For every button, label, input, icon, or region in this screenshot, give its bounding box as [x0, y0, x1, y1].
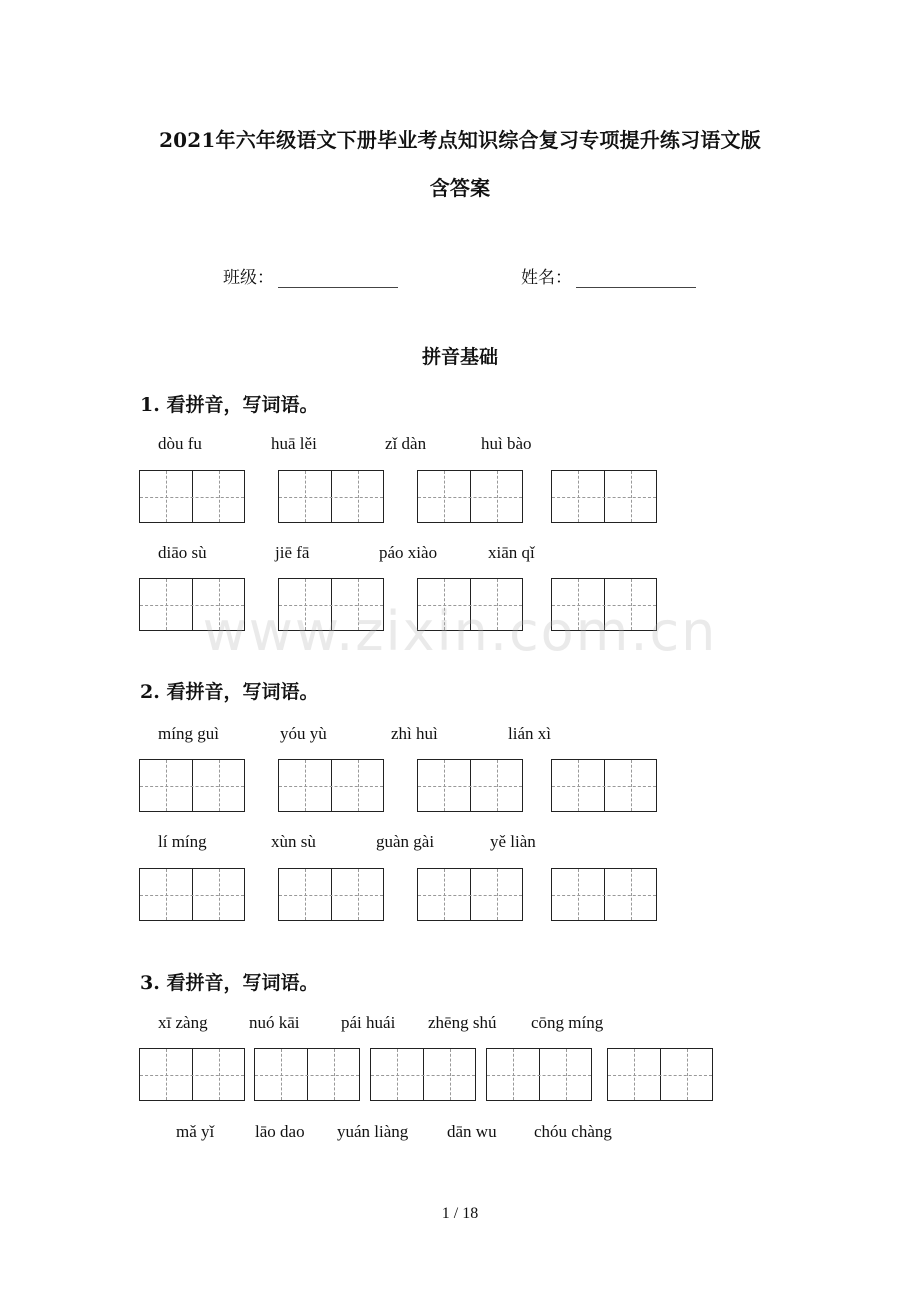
- writing-grid-box[interactable]: [417, 759, 523, 812]
- pinyin-label: dòu fu: [158, 434, 202, 453]
- class-blank-line: [278, 269, 398, 288]
- name-field: [521, 263, 696, 288]
- pinyin-label: pái huái: [341, 1013, 396, 1032]
- pinyin-label: cōng míng: [531, 1013, 604, 1032]
- page-number: 1 / 18: [441, 1205, 479, 1222]
- pinyin-label: lí míng: [158, 832, 207, 851]
- writing-grid-box[interactable]: [278, 868, 384, 921]
- pinyin-label: nuó kāi: [249, 1013, 300, 1032]
- writing-grid-box[interactable]: [139, 470, 245, 523]
- writing-grid-box[interactable]: [278, 470, 384, 523]
- document-title-continued: 含答案: [429, 176, 491, 200]
- pinyin-label: lián xì: [508, 724, 551, 743]
- pinyin-label: lāo dao: [255, 1122, 305, 1141]
- writing-grid-box[interactable]: [139, 759, 245, 812]
- pinyin-label: yě liàn: [490, 832, 536, 851]
- pinyin-label: xī zàng: [158, 1013, 208, 1032]
- pinyin-label: míng guì: [158, 724, 219, 743]
- class-label: 班级：: [223, 268, 274, 288]
- question-1-heading: 1. 看拼音，写词语。: [140, 394, 319, 416]
- writing-grid-box[interactable]: [370, 1048, 476, 1101]
- writing-grid-box[interactable]: [486, 1048, 592, 1101]
- pinyin-label: jiē fā: [275, 543, 310, 562]
- pinyin-label: huì bào: [481, 434, 532, 453]
- writing-grid-box[interactable]: [139, 868, 245, 921]
- pinyin-label: chóu chàng: [534, 1122, 612, 1141]
- pinyin-label: guàn gài: [376, 832, 435, 851]
- watermark: www.zixin.com.cn: [202, 600, 718, 663]
- name-blank-line: [576, 269, 696, 288]
- writing-grid-box[interactable]: [417, 868, 523, 921]
- pinyin-label: yuán liàng: [337, 1122, 409, 1141]
- name-label: 姓名：: [521, 268, 572, 288]
- writing-grid-box[interactable]: [417, 470, 523, 523]
- pinyin-label: diāo sù: [158, 543, 207, 562]
- writing-grid-box[interactable]: [254, 1048, 360, 1101]
- pinyin-label: zǐ dàn: [385, 434, 427, 453]
- document-title: 2021年六年级语文下册毕业考点知识综合复习专项提升练习语文版: [159, 128, 761, 152]
- pinyin-label: mǎ yǐ: [176, 1122, 215, 1141]
- question-2-heading: 2. 看拼音，写词语。: [140, 681, 319, 703]
- pinyin-label: páo xiào: [379, 543, 438, 562]
- writing-grid-box[interactable]: [551, 759, 657, 812]
- writing-grid-box[interactable]: [278, 759, 384, 812]
- pinyin-label: zhì huì: [391, 724, 438, 743]
- pinyin-label: dān wu: [447, 1122, 497, 1141]
- writing-grid-box[interactable]: [139, 1048, 245, 1101]
- section-heading: 拼音基础: [421, 346, 498, 368]
- writing-grid-box[interactable]: [551, 470, 657, 523]
- pinyin-label: huā lěi: [271, 434, 317, 453]
- pinyin-label: xùn sù: [271, 832, 316, 851]
- pinyin-label: zhēng shú: [428, 1013, 497, 1032]
- question-3-heading: 3. 看拼音，写词语。: [140, 972, 319, 994]
- pinyin-label: yóu yù: [280, 724, 327, 743]
- class-field: [223, 263, 398, 288]
- writing-grid-box[interactable]: [551, 868, 657, 921]
- pinyin-label: xiān qǐ: [488, 543, 535, 562]
- writing-grid-box[interactable]: [607, 1048, 713, 1101]
